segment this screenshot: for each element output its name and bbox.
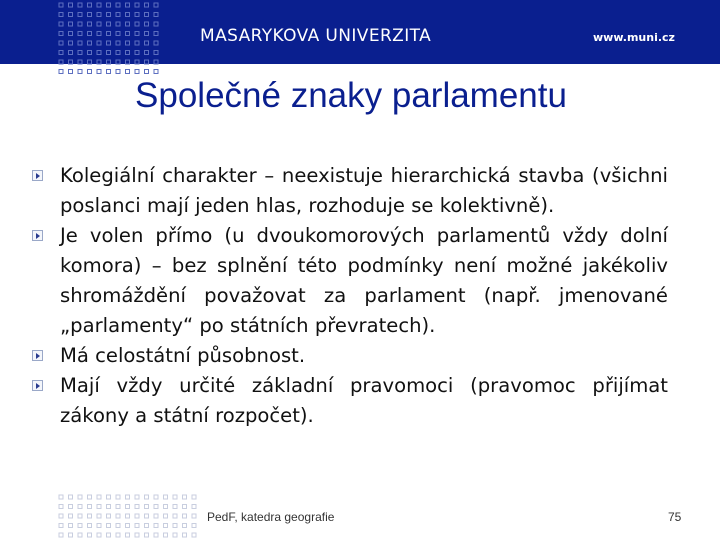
grid-dot	[97, 514, 101, 518]
grid-dot	[116, 41, 120, 45]
grid-dot	[164, 524, 168, 528]
muni-dot-grid-logo	[58, 2, 166, 76]
bullet-list	[32, 161, 668, 431]
grid-dot	[145, 70, 149, 74]
grid-dot	[69, 514, 73, 518]
grid-dot	[183, 524, 187, 528]
grid-dot	[116, 70, 120, 74]
grid-dot	[116, 514, 120, 518]
grid-dot	[59, 13, 63, 17]
grid-dot	[154, 3, 158, 7]
grid-dot	[135, 514, 139, 518]
grid-dot	[97, 41, 101, 45]
grid-dot	[59, 60, 63, 64]
grid-dot	[107, 13, 111, 17]
grid-dot	[116, 22, 120, 26]
grid-dot	[154, 533, 158, 537]
grid-dot	[97, 13, 101, 17]
grid-dot	[154, 60, 158, 64]
bullet-text: Kolegiální charakter – neexistuje hierarchická stavba (všichni poslanci mají jeden hlas, rozhoduje se kolektivně).	[60, 164, 668, 217]
decorative-dot-grid	[58, 494, 208, 538]
grid-dot	[173, 533, 177, 537]
grid-dot	[145, 41, 149, 45]
grid-dot	[107, 514, 111, 518]
grid-dot	[145, 51, 149, 55]
grid-dot	[78, 533, 82, 537]
list-item	[32, 221, 668, 341]
grid-dot	[59, 32, 63, 36]
grid-dot	[192, 533, 196, 537]
grid-dot	[78, 51, 82, 55]
grid-dot	[116, 524, 120, 528]
grid-dot	[59, 495, 63, 499]
grid-dot	[126, 524, 130, 528]
grid-dot	[97, 533, 101, 537]
grid-dot	[145, 22, 149, 26]
grid-dot	[107, 533, 111, 537]
grid-dot	[145, 13, 149, 17]
grid-dot	[78, 13, 82, 17]
grid-dot	[59, 514, 63, 518]
list-item	[32, 341, 668, 371]
grid-dot	[69, 41, 73, 45]
grid-dot	[107, 60, 111, 64]
grid-dot	[88, 3, 92, 7]
grid-dot	[78, 70, 82, 74]
grid-dot	[78, 495, 82, 499]
grid-dot	[107, 505, 111, 509]
grid-dot	[126, 533, 130, 537]
grid-dot	[59, 3, 63, 7]
bullet-arrow-icon	[32, 170, 43, 181]
bullet-arrow-icon	[32, 230, 43, 241]
grid-dot	[97, 3, 101, 7]
grid-dot	[154, 41, 158, 45]
grid-dot	[69, 3, 73, 7]
grid-dot	[116, 51, 120, 55]
grid-dot	[135, 505, 139, 509]
grid-dot	[97, 495, 101, 499]
grid-dot	[107, 22, 111, 26]
grid-dot	[145, 524, 149, 528]
grid-dot	[59, 51, 63, 55]
grid-dot	[192, 514, 196, 518]
grid-dot	[59, 533, 63, 537]
grid-dot	[145, 514, 149, 518]
grid-dot	[88, 41, 92, 45]
grid-dot	[173, 505, 177, 509]
grid-dot	[59, 505, 63, 509]
grid-dot	[164, 505, 168, 509]
page-number: 75	[668, 510, 682, 524]
grid-dot	[88, 524, 92, 528]
grid-dot	[126, 32, 130, 36]
list-item	[32, 161, 668, 221]
list-item	[32, 371, 668, 431]
grid-dot	[154, 514, 158, 518]
grid-dot	[88, 533, 92, 537]
grid-dot	[164, 495, 168, 499]
grid-dot	[135, 70, 139, 74]
grid-dot	[126, 70, 130, 74]
website-link[interactable]: www.muni.cz	[593, 31, 675, 44]
grid-dot	[69, 533, 73, 537]
grid-dot	[135, 533, 139, 537]
grid-dot	[116, 533, 120, 537]
grid-dot	[154, 32, 158, 36]
grid-dot	[69, 70, 73, 74]
grid-dot	[116, 495, 120, 499]
grid-dot	[69, 60, 73, 64]
grid-dot	[69, 51, 73, 55]
bullet-text: Je volen přímo (u dvoukomorových parlamentů vždy dolní komora) – bez splnění této podmínky není možné jakékoliv shromáždění považovat za parlament (např. jmenované „parlamenty“ po státních převratech).	[60, 224, 668, 337]
grid-dot	[88, 70, 92, 74]
grid-dot	[164, 514, 168, 518]
grid-dot	[135, 13, 139, 17]
grid-dot	[116, 505, 120, 509]
grid-dot	[107, 70, 111, 74]
bullet-text: Má celostátní působnost.	[60, 344, 306, 367]
grid-dot	[154, 505, 158, 509]
grid-dot	[107, 524, 111, 528]
grid-dot	[88, 51, 92, 55]
grid-dot	[59, 524, 63, 528]
university-name: MASARYKOVA UNIVERZITA	[200, 26, 432, 46]
grid-dot	[135, 60, 139, 64]
grid-dot	[145, 495, 149, 499]
grid-dot	[116, 3, 120, 7]
grid-dot	[183, 514, 187, 518]
grid-dot	[69, 524, 73, 528]
grid-dot	[88, 505, 92, 509]
grid-dot	[126, 505, 130, 509]
grid-dot	[145, 3, 149, 7]
bullet-text: Mají vždy určité základní pravomoci (pravomoc přijímat zákony a státní rozpočet).	[60, 374, 668, 427]
grid-dot	[88, 13, 92, 17]
grid-dot	[126, 22, 130, 26]
grid-dot	[145, 32, 149, 36]
grid-dot	[78, 524, 82, 528]
grid-dot	[97, 70, 101, 74]
grid-dot	[192, 505, 196, 509]
grid-dot	[126, 41, 130, 45]
grid-dot	[154, 13, 158, 17]
grid-dot	[173, 495, 177, 499]
grid-dot	[88, 495, 92, 499]
grid-dot	[88, 514, 92, 518]
grid-dot	[145, 60, 149, 64]
grid-dot	[183, 533, 187, 537]
grid-dot	[97, 60, 101, 64]
grid-dot	[69, 13, 73, 17]
grid-dot	[126, 60, 130, 64]
grid-dot	[59, 22, 63, 26]
grid-dot	[107, 3, 111, 7]
grid-dot	[59, 70, 63, 74]
grid-dot	[97, 524, 101, 528]
grid-dot	[116, 13, 120, 17]
grid-dot	[154, 51, 158, 55]
grid-dot	[135, 41, 139, 45]
grid-dot	[135, 22, 139, 26]
header-bar	[0, 0, 720, 64]
grid-dot	[107, 495, 111, 499]
grid-dot	[78, 60, 82, 64]
grid-dot	[126, 514, 130, 518]
grid-dot	[69, 22, 73, 26]
grid-dot	[173, 524, 177, 528]
grid-dot	[97, 51, 101, 55]
grid-dot	[126, 51, 130, 55]
grid-dot	[107, 51, 111, 55]
slide-title: Společné znaky parlamentu	[135, 76, 567, 115]
grid-dot	[154, 70, 158, 74]
grid-dot	[126, 13, 130, 17]
grid-dot	[78, 3, 82, 7]
grid-dot	[69, 32, 73, 36]
bullet-arrow-icon	[32, 380, 43, 391]
grid-dot	[154, 495, 158, 499]
grid-dot	[183, 495, 187, 499]
grid-dot	[116, 60, 120, 64]
grid-dot	[145, 505, 149, 509]
grid-dot	[192, 524, 196, 528]
grid-dot	[97, 22, 101, 26]
grid-dot	[88, 32, 92, 36]
grid-dot	[107, 32, 111, 36]
grid-dot	[97, 32, 101, 36]
footer-text: PedF, katedra geografie	[207, 510, 335, 524]
grid-dot	[126, 495, 130, 499]
bullet-arrow-icon	[32, 350, 43, 361]
grid-dot	[88, 22, 92, 26]
grid-dot	[173, 514, 177, 518]
grid-dot	[183, 505, 187, 509]
grid-dot	[135, 495, 139, 499]
grid-dot	[135, 524, 139, 528]
grid-dot	[78, 32, 82, 36]
grid-dot	[69, 505, 73, 509]
grid-dot	[78, 22, 82, 26]
grid-dot	[59, 41, 63, 45]
grid-dot	[135, 32, 139, 36]
grid-dot	[78, 514, 82, 518]
grid-dot	[88, 60, 92, 64]
grid-dot	[97, 505, 101, 509]
grid-dot	[135, 51, 139, 55]
grid-dot	[107, 41, 111, 45]
grid-dot	[154, 524, 158, 528]
grid-dot	[154, 22, 158, 26]
grid-dot	[78, 41, 82, 45]
grid-dot	[126, 3, 130, 7]
grid-dot	[78, 505, 82, 509]
grid-dot	[192, 495, 196, 499]
grid-dot	[116, 32, 120, 36]
grid-dot	[164, 533, 168, 537]
grid-dot	[135, 3, 139, 7]
grid-dot	[145, 533, 149, 537]
grid-dot	[69, 495, 73, 499]
